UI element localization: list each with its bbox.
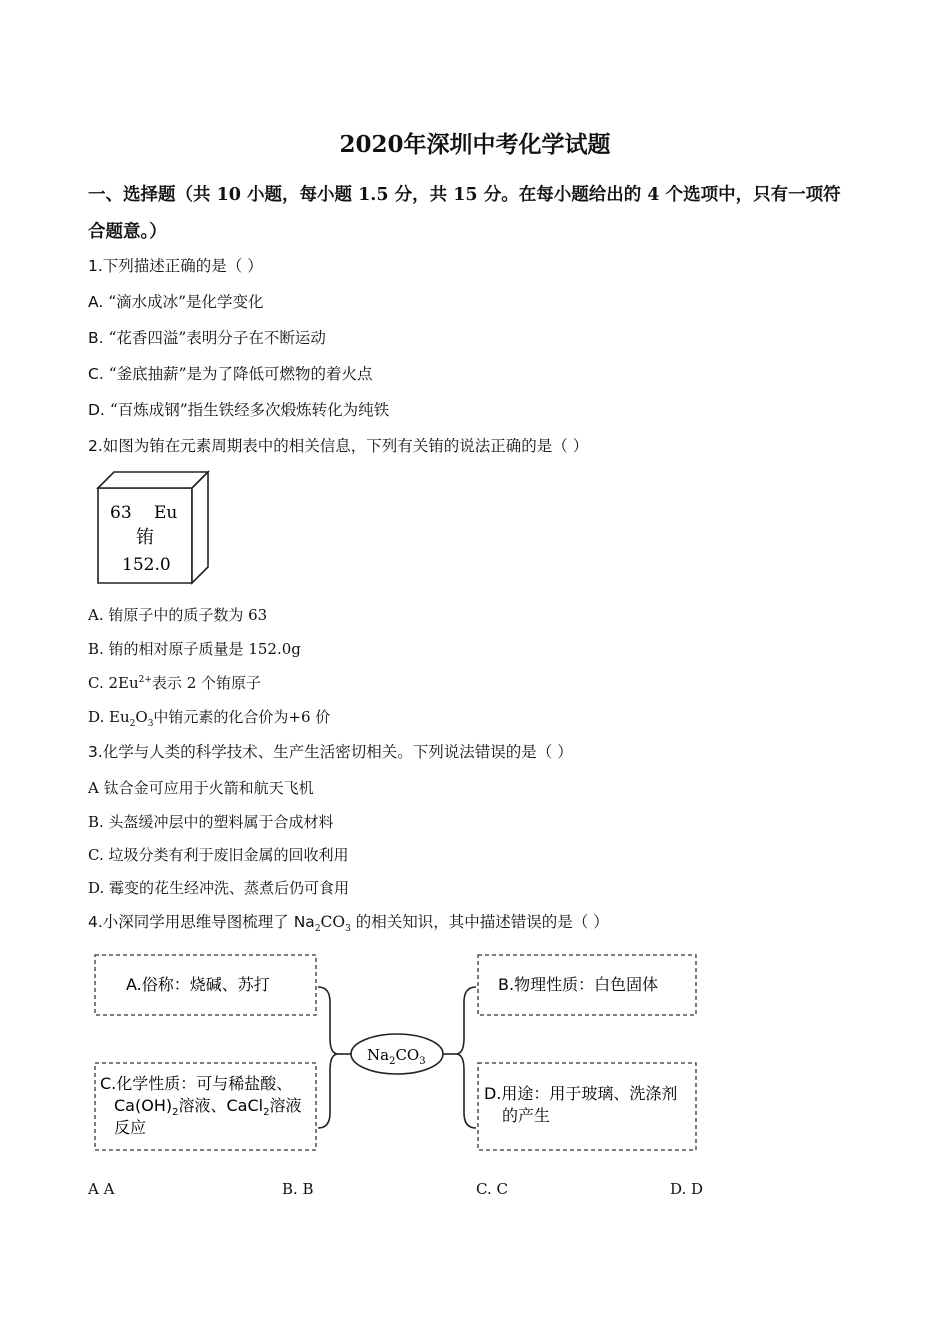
- charge-superscript: 2+: [138, 675, 152, 685]
- mindmap-text-d-line2: 的产生: [502, 1106, 551, 1125]
- option-d-mid: O: [135, 708, 148, 726]
- subscript: 3: [345, 924, 351, 935]
- question-2-option-a: A. 铕原子中的质子数为 63: [88, 606, 268, 624]
- stem-suffix: 的相关知识，其中描述错误的是（ ）: [350, 913, 609, 931]
- answer-option-a: A A: [88, 1180, 115, 1198]
- question-3-stem: 3.化学与人类的科学技术、生产生活密切相关。下列说法错误的是（ ）: [88, 743, 573, 761]
- question-4-stem: [88, 910, 609, 934]
- answer-option-c: C. C: [476, 1180, 508, 1198]
- section-heading-line1: 一、选择题（共 10 小题，每小题 1.5 分，共 15 分。在每小题给出的 4 个选项中，只有一项符: [88, 185, 841, 205]
- right-brace: [456, 987, 476, 1128]
- element-mass: 152.0: [122, 555, 171, 575]
- mindmap-text-a: A.俗称：烧碱、苏打: [126, 975, 270, 994]
- option-label: C.: [88, 365, 104, 383]
- element-symbol: Eu: [154, 503, 178, 523]
- center-formula: $Na_2CO_3$: [367, 1046, 426, 1067]
- mindmap-text-c-line1: C.化学性质：可与稀盐酸、: [100, 1074, 293, 1093]
- left-brace: [318, 987, 338, 1128]
- option-text: “釜底抽薪”是为了降低可燃物的着火点: [108, 365, 373, 383]
- mindmap-text-c-line2: $Ca(OH)_2$溶液、CaCl$_2$溶液: [114, 1096, 302, 1118]
- option-d-prefix: D. Eu: [88, 708, 130, 726]
- element-number: 63: [110, 503, 132, 523]
- option-text: “百炼成钢”指生铁经多次煅炼转化为纯铁: [109, 401, 390, 419]
- answer-option-d: D. D: [670, 1180, 704, 1198]
- mindmap-text-d-line1: D.用途：用于玻璃、洗涤剂: [484, 1084, 678, 1103]
- question-1-option-d: [88, 398, 389, 420]
- option-c-prefix: C. 2Eu: [88, 674, 139, 692]
- option-text: “滴水成冰”是化学变化: [108, 293, 264, 311]
- section-heading-line2: 合题意。）: [88, 222, 167, 242]
- stem-prefix: 4.小深同学用思维导图梳理了 Na: [88, 913, 315, 931]
- question-2-option-b: B. 铕的相对原子质量是 152.0g: [88, 640, 301, 658]
- question-3-option-b: B. 头盔缓冲层中的塑料属于合成材料: [88, 813, 334, 831]
- question-1-option-c: [88, 362, 373, 384]
- question-4-answer-row: [0, 1180, 950, 1204]
- option-d-suffix: 中铕元素的化合价为+6 价: [153, 708, 331, 726]
- subscript: 3: [147, 719, 154, 729]
- question-2-option-d: [88, 706, 330, 729]
- question-3-option-d: D. 霉变的花生经冲洗、蒸煮后仍可食用: [88, 879, 350, 897]
- question-2-stem: 2.如图为铕在元素周期表中的相关信息，下列有关铕的说法正确的是（ ）: [88, 437, 589, 455]
- option-label: D.: [88, 401, 105, 419]
- element-name: 铕: [136, 527, 154, 548]
- stem-formula: CO: [320, 913, 346, 931]
- mindmap-text-b: B.物理性质：白色固体: [498, 975, 659, 994]
- question-3-option-a: A 钛合金可应用于火箭和航天飞机: [88, 779, 314, 797]
- option-c-suffix: 表示 2 个铕原子: [151, 674, 262, 692]
- element-tile-diagram: [96, 470, 214, 586]
- answer-option-b: B. B: [282, 1180, 314, 1198]
- question-3-option-c: C. 垃圾分类有利于废旧金属的回收利用: [88, 846, 349, 864]
- question-1-option-b: [88, 326, 326, 348]
- mindmap-text-c-line3: 反应: [114, 1118, 147, 1137]
- na2co3-mind-map: [90, 950, 702, 1156]
- subscript: 2: [129, 719, 136, 729]
- question-1-stem: 1.下列描述正确的是（ ）: [88, 257, 263, 275]
- subscript: 2: [314, 924, 321, 935]
- option-label: A.: [88, 293, 104, 311]
- option-label: B.: [88, 329, 104, 347]
- option-text: “花香四溢”表明分子在不断运动: [108, 329, 326, 347]
- page-title: 2020年深圳中考化学试题: [339, 131, 611, 158]
- question-1-option-a: [88, 290, 264, 312]
- question-2-option-c: [88, 672, 261, 693]
